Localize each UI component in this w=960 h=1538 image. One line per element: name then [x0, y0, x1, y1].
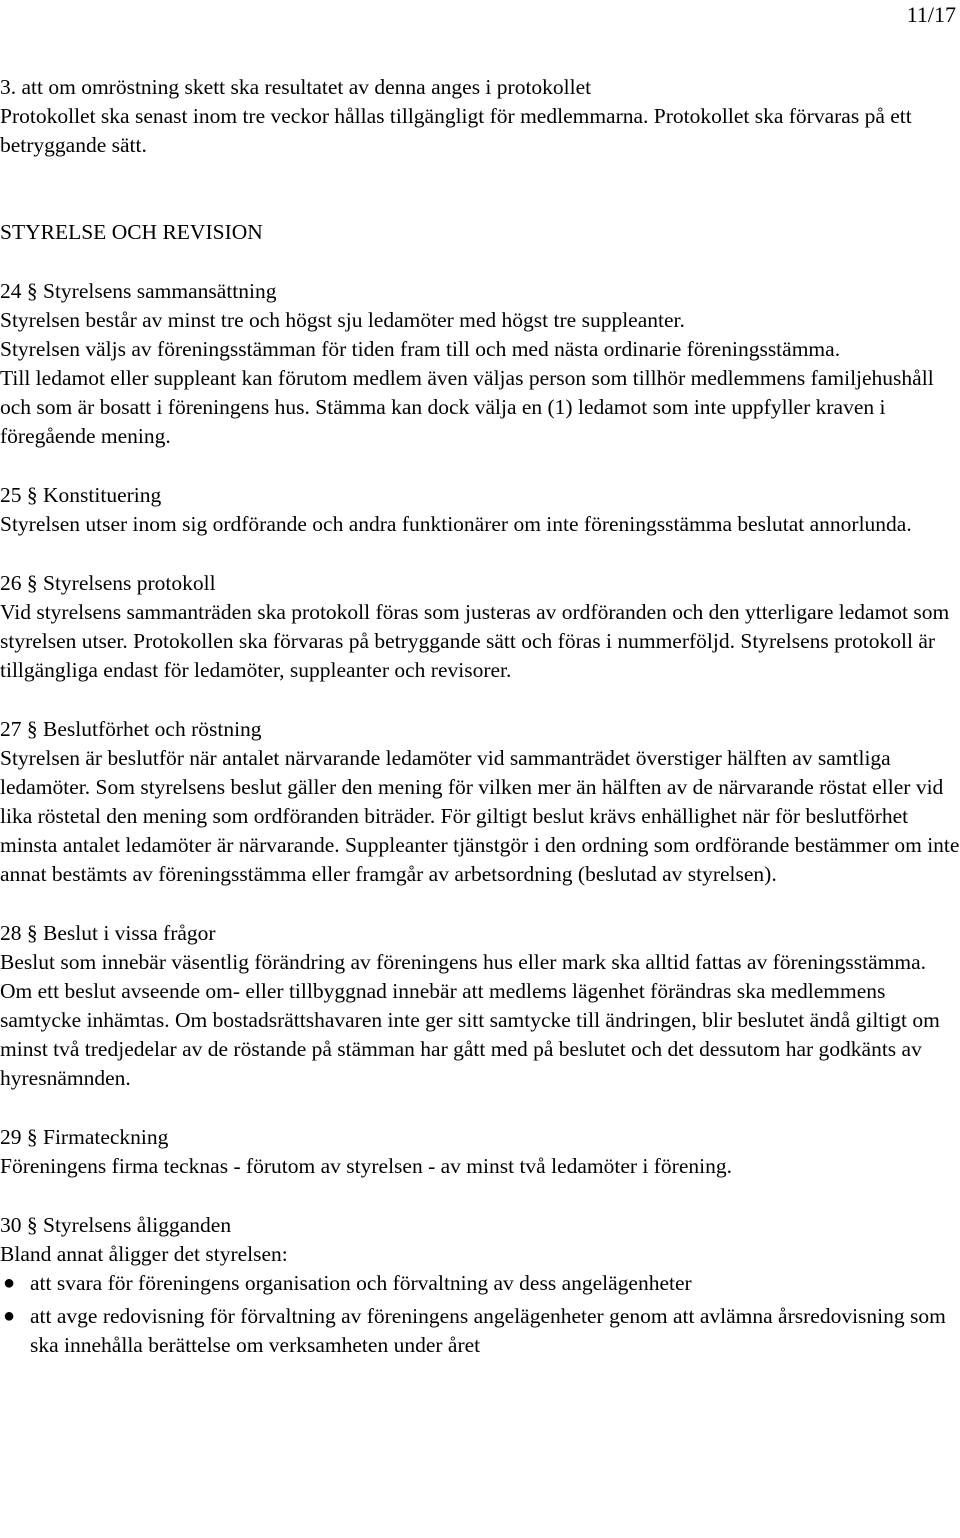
intro-item-3: 3. att om omröstning skett ska resultatet av denna anges i protokollet [0, 75, 592, 99]
bullet-icon: ● [3, 1305, 16, 1327]
intro-text: Protokollet ska senast inom tre veckor hållas tillgängligt för medlemmarna. Protokollet ska förvaras på ett betryggande sätt. [0, 104, 912, 157]
document-body [0, 73, 960, 1364]
section-paragraph: Föreningens firma tecknas - förutom av styrelsen - av minst två ledamöter i förening. [0, 1154, 732, 1178]
page-number: 11/17 [906, 2, 956, 27]
section-paragraph: Beslut som innebär väsentlig förändring av föreningens hus eller mark ska alltid fattas av föreningsstämma. Om ett beslut avseende om- eller tillbyggnad innebär att medlems lägenhet förändras ska medlemmens samtycke inhämtas. Om bostadsrättshavaren inte ger sitt samtycke till ändringen, blir beslutet ändå giltigt om minst två tredjedelar av de röstande på stämman har gått med på beslutet och det dessutom har godkänts av hyresnämnden. [0, 950, 940, 1090]
section-paragraph: Vid styrelsens sammanträden ska protokoll föras som justeras av ordföranden och den ytterligare ledamot som styrelsen utser. Protokollen ska förvaras på betryggande sätt och föras i nummerföljd. Styrelsens protokoll är tillgängliga endast för ledamöter, suppleanter och revisorer. [0, 600, 950, 682]
chapter-title: STYRELSE OCH REVISION [0, 220, 263, 244]
section-paragraph: Styrelsen utser inom sig ordförande och andra funktionärer om inte föreningsstämma beslutat annorlunda. [0, 512, 912, 536]
list-item-text: att avge redovisning för förvaltning av föreningens angelägenheter genom att avlämna årsredovisning som ska innehålla berättelse om verksamheten under året [30, 1304, 946, 1357]
section-heading: 28 § Beslut i vissa frågor [0, 921, 216, 945]
section-25 [0, 481, 960, 539]
section-heading: 25 § Konstituering [0, 483, 162, 507]
list-item [0, 1302, 960, 1360]
section-30 [0, 1211, 960, 1360]
section-heading: 30 § Styrelsens åligganden [0, 1213, 232, 1237]
section-paragraph: Styrelsen består av minst tre och högst sju ledamöter med högst tre suppleanter. [0, 308, 685, 332]
duties-list [0, 1269, 960, 1360]
section-28 [0, 919, 960, 1093]
section-heading: 26 § Styrelsens protokoll [0, 571, 216, 595]
section-paragraph: Styrelsen väljs av föreningsstämman för tiden fram till och med nästa ordinarie föreningsstämma. [0, 337, 841, 361]
section-26 [0, 569, 960, 685]
list-item [0, 1269, 960, 1298]
section-heading: 27 § Beslutförhet och röstning [0, 717, 262, 741]
section-27 [0, 715, 960, 889]
section-paragraph: Bland annat åligger det styrelsen: [0, 1242, 288, 1266]
section-paragraph: Till ledamot eller suppleant kan förutom medlem även väljas person som tillhör medlemmens familjehushåll och som är bosatt i föreningens hus. Stämma kan dock välja en (1) ledamot som inte uppfyller kraven i föregående mening. [0, 366, 934, 448]
bullet-icon: ● [3, 1272, 16, 1294]
section-heading: 24 § Styrelsens sammansättning [0, 279, 277, 303]
section-paragraph: Styrelsen är beslutför när antalet närvarande ledamöter vid sammanträdet överstiger hälften av samtliga ledamöter. Som styrelsens beslut gäller den mening för vilken mer än hälften av de närvarande röstat eller vid lika röstetal den mening som ordföranden biträder. För giltigt beslut krävs enhällighet när för beslutförhet minsta antalet ledamöter är närvarande. Suppleanter tjänstgör i den ordning som ordförande bestämmer om inte annat bestämts av föreningsstämma eller framgår av arbetsordning (beslutad av styrelsen). [0, 746, 960, 886]
section-heading: 29 § Firmateckning [0, 1125, 169, 1149]
section-24 [0, 277, 960, 451]
section-29 [0, 1123, 960, 1181]
list-item-text: att svara för föreningens organisation och förvaltning av dess angelägenheter [30, 1271, 692, 1295]
